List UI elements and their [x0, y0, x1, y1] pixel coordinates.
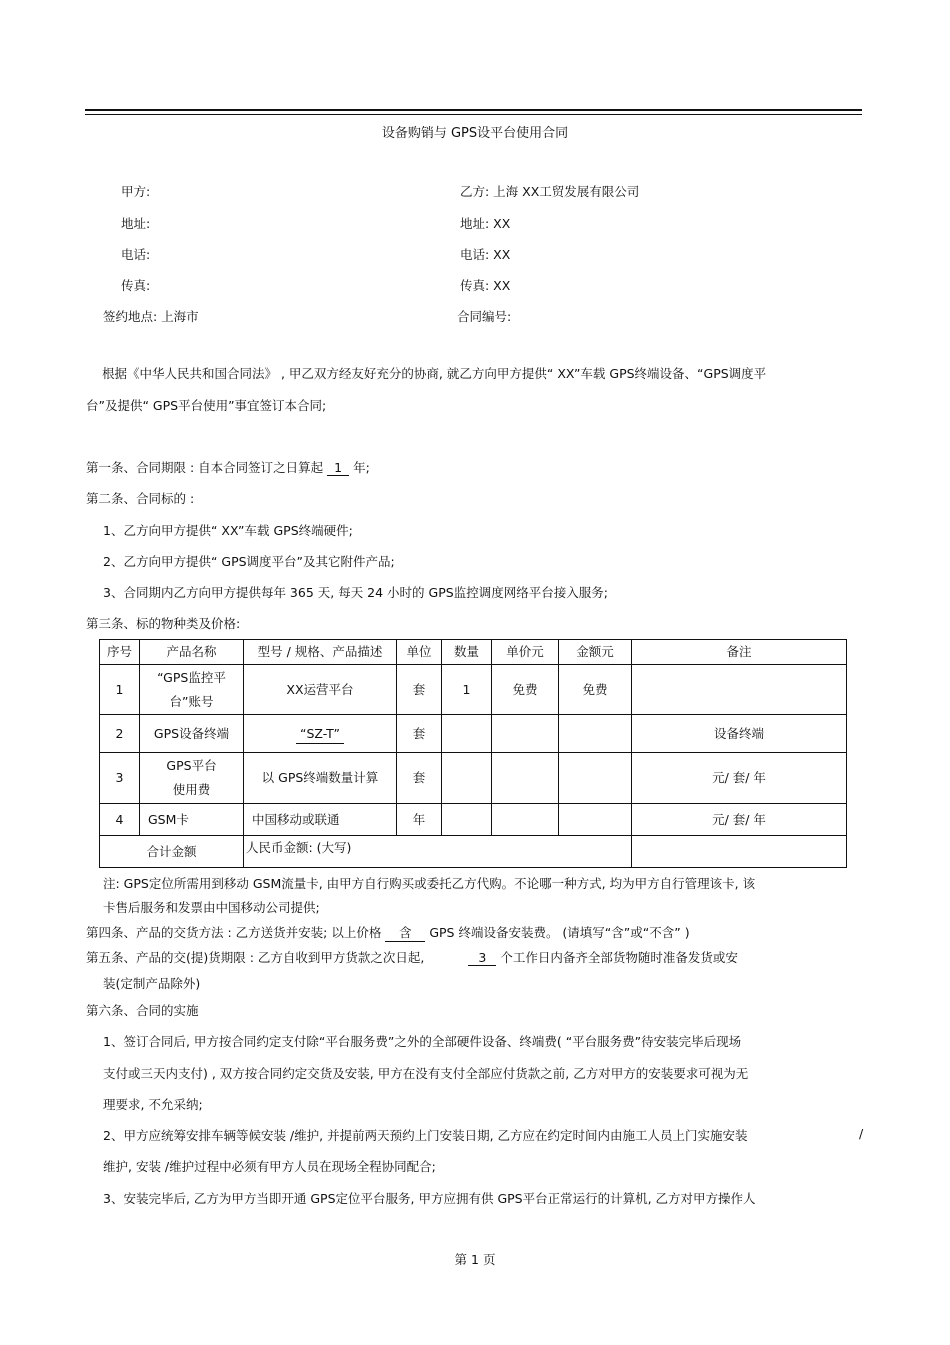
table-row [100, 753, 847, 804]
article-5-line-2: 装(定制产品除外) [103, 976, 201, 991]
document-title: 设备购销与 GPS设平台使用合同 [381, 126, 569, 141]
product-qty [442, 753, 492, 804]
product-unit: 套 [397, 665, 442, 715]
article-6-heading: 第六条、合同的实施 [86, 1003, 199, 1018]
col-header: 数量 [442, 640, 492, 665]
product-name-line: GPS平台 [166, 758, 217, 773]
product-model-value: “SZ-T” [296, 725, 344, 744]
party-b-label: 乙方: 上海 XX工贸发展有限公司 [460, 184, 640, 199]
party-a-label: 甲方: [121, 184, 151, 199]
product-name: GPS设备终端 [140, 715, 244, 753]
product-note: 元/ 套/ 年 [632, 804, 847, 836]
product-name-line: 使用费 [172, 782, 211, 797]
product-price [492, 715, 559, 753]
article-6-p3-line-1: 3、安装完毕后, 乙方为甲方当即开通 GPS定位平台服务, 甲方应拥有供 GPS平台正常运行的计算机, 乙方对甲方操作人 [103, 1191, 756, 1206]
col-header: 单价元 [492, 640, 559, 665]
sign-place: 签约地点: 上海市 [103, 309, 199, 324]
total-label: 合计金额 [100, 836, 244, 868]
row-number: 3 [100, 753, 140, 804]
article-6-p1-line-1: 1、签订合同后, 甲方按合同约定支付除“平台服务费”之外的全部硬件设备、终端费( “平台服务费”待安装完毕后现场 [103, 1034, 742, 1049]
product-model: XX运营平台 [244, 665, 397, 715]
party-a-fax: 传真: [121, 278, 151, 293]
installation-included-value: 含 [385, 923, 425, 942]
article-6-p2-line-2: 维护, 安装 /维护过程中必须有甲方人员在现场全程协同配合; [103, 1159, 436, 1174]
product-model [244, 715, 397, 753]
col-header: 序号 [100, 640, 140, 665]
party-a-address: 地址: [121, 216, 151, 231]
party-b-address: 地址: XX [460, 216, 511, 231]
product-model: 中国移动或联通 [244, 804, 397, 836]
intro-line-2: 台”及提供“ GPS平台使用”事宜签订本合同; [86, 398, 327, 413]
product-name-line: “GPS监控平 [157, 669, 226, 685]
contract-term-value: 1 [327, 460, 349, 476]
table-note-line-1: 注: GPS定位所需用到移动 GSM流量卡, 由甲方自行购买或委托乙方代购。不论哪一种方式, 均为甲方自行管理该卡, 该 [103, 876, 756, 891]
product-note: 元/ 套/ 年 [632, 753, 847, 804]
article-6-p1-line-2: 支付或三天内支付) , 双方按合同约定交货及安装, 甲方在没有支付全部应付货款之前, 乙方对甲方的安装要求可视为无 [103, 1066, 749, 1081]
product-amount: 免费 [559, 665, 632, 715]
row-number: 4 [100, 804, 140, 836]
contract-number: 合同编号: [457, 309, 512, 324]
article-1-prefix: 第一条、合同期限 : 自本合同签订之日算起 [86, 460, 324, 475]
article-6-p2-slash: / [859, 1126, 864, 1141]
article-4-suffix: GPS 终端设备安装费。 (请填写“含”或“不含” ) [429, 925, 690, 940]
product-unit: 年 [397, 804, 442, 836]
table-row [100, 804, 847, 836]
product-name [140, 665, 244, 715]
product-note [632, 665, 847, 715]
article-4 [86, 923, 690, 942]
product-amount [559, 804, 632, 836]
product-price [492, 753, 559, 804]
article-3-heading: 第三条、标的物种类及价格: [86, 616, 241, 631]
table-header-row [100, 640, 847, 665]
product-price: 免费 [492, 665, 559, 715]
product-unit: 套 [397, 753, 442, 804]
product-model: 以 GPS终端数量计算 [244, 753, 397, 804]
article-6-p2-line-1: 2、甲方应统筹安排车辆等候安装 /维护, 并提前两天预约上门安装日期, 乙方应在约定时间内由施工人员上门实施安装 [103, 1128, 748, 1143]
row-number: 1 [100, 665, 140, 715]
col-header: 金额元 [559, 640, 632, 665]
header-rule-thick [85, 109, 862, 111]
product-name-line: 台”账号 [169, 693, 214, 709]
price-table [99, 639, 847, 868]
party-b-phone: 电话: XX [460, 247, 511, 262]
col-header: 产品名称 [140, 640, 244, 665]
article-2-item-3: 3、合同期内乙方向甲方提供每年 365 天, 每天 24 小时的 GPS监控调度网络平台接入服务; [103, 585, 608, 600]
article-5-suffix: 个工作日内备齐全部货物随时准备发货或安 [500, 950, 738, 965]
product-name [140, 753, 244, 804]
article-5 [86, 948, 738, 966]
article-2-item-1: 1、乙方向甲方提供“ XX”车载 GPS终端硬件; [103, 523, 353, 538]
col-header: 型号 / 规格、产品描述 [244, 640, 397, 665]
article-2-heading: 第二条、合同标的 : [86, 491, 195, 506]
col-header: 单位 [397, 640, 442, 665]
product-qty: 1 [442, 665, 492, 715]
page-number: 第 1 页 [454, 1252, 496, 1267]
product-note: 设备终端 [632, 715, 847, 753]
party-a-phone: 电话: [121, 247, 151, 262]
table-note-line-2: 卡售后服务和发票由中国移动公司提供; [103, 900, 320, 915]
article-1-suffix: 年; [353, 460, 370, 475]
product-unit: 套 [397, 715, 442, 753]
row-number: 2 [100, 715, 140, 753]
table-row [100, 665, 847, 715]
intro-line-1: 根据《中华人民共和国合同法》 , 甲乙双方经友好充分的协商, 就乙方向甲方提供“ XX”车载 GPS终端设备、“GPS调度平 [102, 366, 767, 381]
table-total-row [100, 836, 847, 868]
article-6-p1-line-3: 理要求, 不允采纳; [103, 1097, 203, 1112]
total-value: 人民币金额: (大写) [244, 836, 632, 868]
product-amount [559, 715, 632, 753]
delivery-days-value: 3 [468, 950, 496, 966]
article-2-item-2: 2、乙方向甲方提供“ GPS调度平台”及其它附件产品; [103, 554, 395, 569]
product-qty [442, 715, 492, 753]
article-5-prefix: 第五条、产品的交(提)货期限 : 乙方自收到甲方货款之次日起, [86, 950, 425, 965]
product-price [492, 804, 559, 836]
article-4-prefix: 第四条、产品的交货方法 : 乙方送货并安装; 以上价格 [86, 925, 382, 940]
article-1 [86, 458, 370, 476]
product-qty [442, 804, 492, 836]
total-note [632, 836, 847, 868]
product-name: GSM卡 [140, 804, 244, 836]
table-row [100, 715, 847, 753]
party-b-fax: 传真: XX [460, 278, 511, 293]
header-rule-thin [85, 114, 862, 115]
col-header: 备注 [632, 640, 847, 665]
product-amount [559, 753, 632, 804]
